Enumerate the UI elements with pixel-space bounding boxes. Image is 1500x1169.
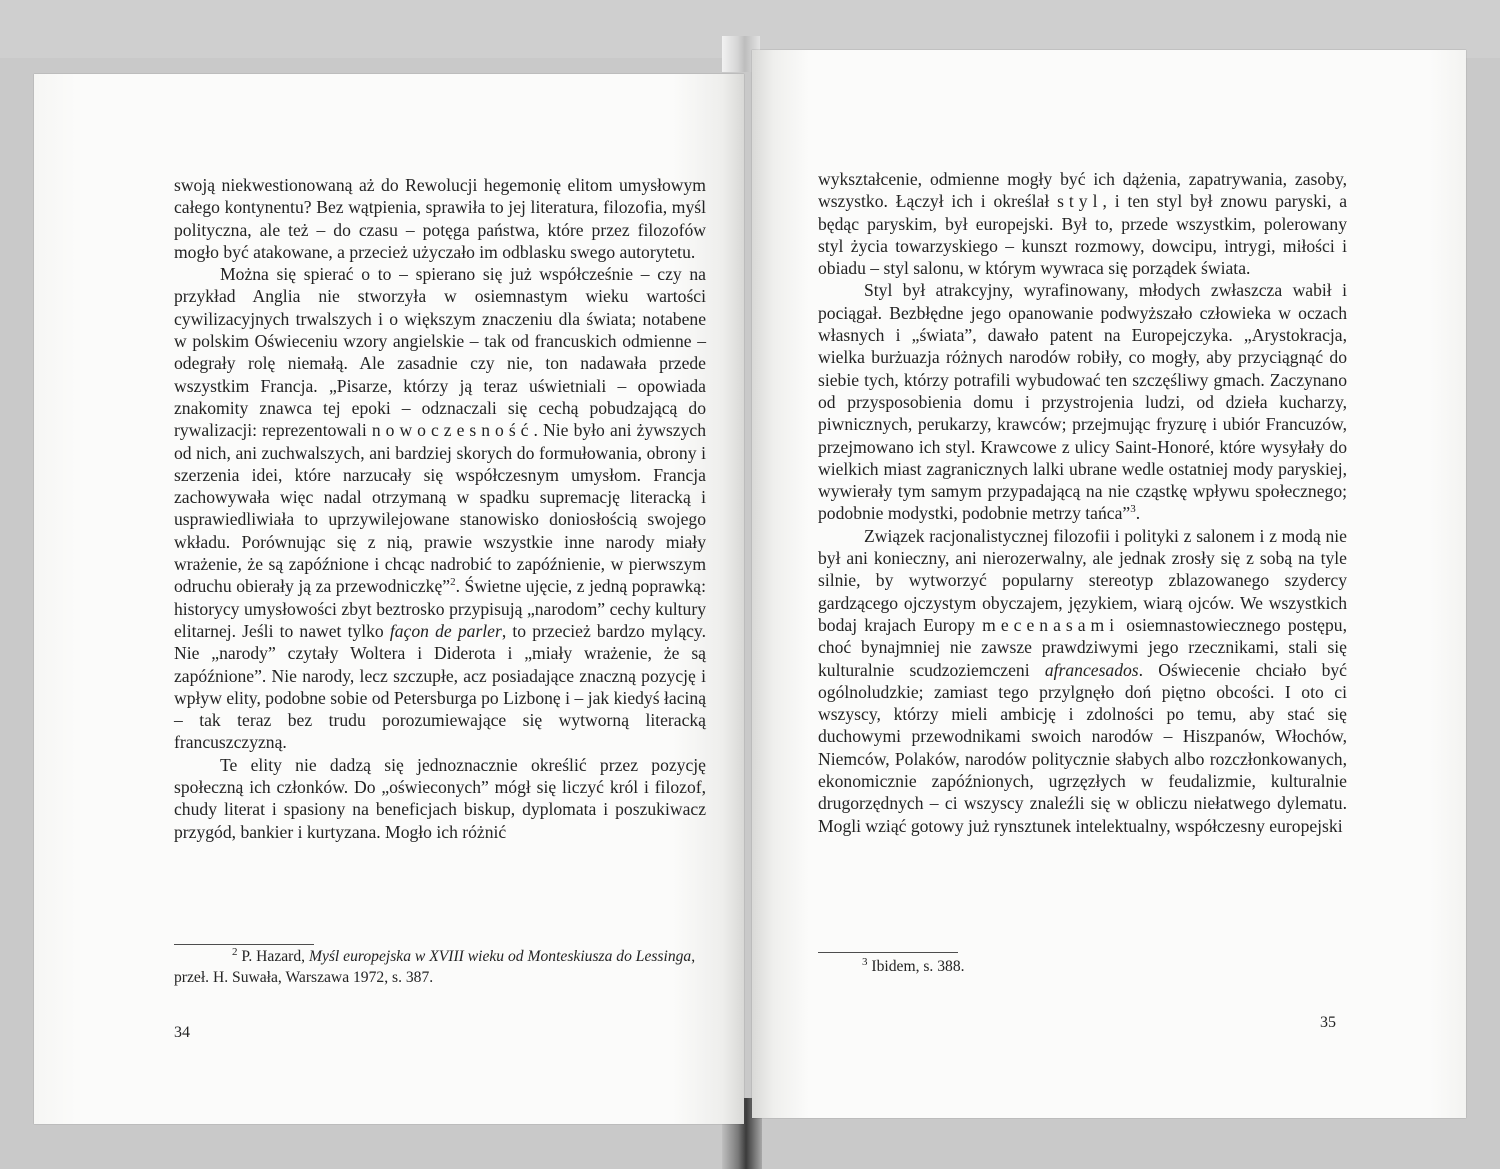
footnote-text-before: Ibidem, s. 388. [867,958,965,975]
text-run: , i ten styl był znowu paryski, a będąc paryskim, był europejski. Był to, przede wszystkim, polerowany styl życia towarzyskiego – kunszt rozmowy, dowcipu, intrygi, miłości i obiadu – styl salonu, w którym wywraca się porządek świata. [818,191,1347,279]
footnote-number: 3 [862,955,868,968]
paragraph [818,279,1347,524]
footnote-text-before: P. Hazard, [237,948,309,965]
footnote-reference: 3 [1130,503,1136,516]
italic-phrase: afrancesados [1044,659,1139,680]
paragraph [174,754,706,843]
footnote-2 [174,946,709,988]
footnote-rule [174,944,314,945]
paragraph [174,263,706,754]
footnote-number: 2 [232,945,238,958]
page-number: 34 [174,1024,190,1041]
text-run: osiemnastowiecznego postępu, choć bynajmniej nie zawsze prawdziwymi jego rzecznikami, stali się kulturalnie scudzoziemczeni [818,614,1347,680]
text-run: Te elity nie dadzą się jednoznacznie określić przez pozycję społeczną ich członków. Do „oświeconych” mógł się liczyć król i filozof, chudy literat i spasiony na beneficjach biskup, dyplomata i poszukiwacz przygód, bankier i kurtyzana. Mogło ich różnić [174,754,706,842]
text-run: wykształcenie, odmienne mogły być ich dążenia, zapatrywania, zasoby, wszystko. Łączył ich i określał [818,169,1347,212]
page-number: 35 [1320,1014,1336,1031]
text-run: Związek racjonalistycznej filozofii i polityki z salonem i z modą nie był ani konieczny, ani nierozerwalny, ale jednak zrosły się z sobą na tyle silnie, by wytworzyć popularny stereotyp zblazowanego szydercy gardzącego ojczystym obyczajem, językiem, wiarą ojców. We wszystkich bodaj krajach Europy [818,525,1347,635]
text-run: . Nie było ani żywszych od nich, ani zuchwalszych, ani bardziej skorych do formułowania, obrony i szerzenia idei, które narzucały się współczesnym umysłom. Francja zachowywała więc nadal otrzymaną w spadku supremację literacką i usprawiedliwiała to uprzywilejowane stanowisko doniosłością swojego wkładu. Porównując się z nią, prawie wszystkie inne narody miały wrażenie, że są zapóźnione i chcąc nadrobić to zapóźnienie, w pierwszym odruchu obierały ją za przewodniczkę” [174,420,707,597]
paragraph [818,525,1347,837]
italic-phrase: façon de parler [389,620,502,641]
footnote-3 [818,956,1347,977]
left-page-body [174,174,706,843]
right-page [752,50,1466,1118]
footnote-reference: 2 [450,576,456,589]
text-run: Styl był atrakcyjny, wyrafinowany, młodych zwłaszcza wabił i pociągał. Bezbłędne jego opanowanie podwyższało człowieka w oczach własnych i „świata”, dawało patent na Europejczyka. „Arystokracja, wielka burżuazja różnych narodów robiły, co mogły, aby przyciągnąć do siebie tych, którzy potrafili wybudować ten szczęśliwy gmach. Zaczynano od przysposobienia domu i przystrojenia ludzi, od dzieła kucharzy, piwnicznych, perukarzy, krawców; przejmując fryzurę i ubiór Francuzów, przejmowano ich styl. Krawcowe z ulicy Saint-Honoré, które wysyłały do wielkich miast zagranicznych lalki ubrane wedle ostatniej mody paryskiej, wywierały tym samym przypadającą na nie cząstkę wpływu społecznego; podobnie modystki, podobnie metrzy tańca” [818,280,1347,524]
footnote-text-after: , przeł. H. Suwała, Warszawa 1972, s. 387. [174,948,696,986]
paragraph [174,174,706,263]
text-run: . [1135,503,1141,524]
footnote-rule [818,952,958,953]
text-run: , to przecież bardzo mylący. Nie „narody” czytały Woltera i Diderota i „miały wrażenie, że są zapóźnione”. Nie narody, lecz szczupłe, acz posiadające znaczną pozycję i wpływ elity, podobne sobie od Petersburga po Lizbonę i – jak kiedyś łaciną – tak teraz bez trudu porozumiewające się wytworną literacką francuszczyzną. [174,620,706,753]
spaced-emphasis: nowoczesność [371,420,534,441]
text-run: Można się spierać o to – spierano się już współcześnie – czy na przykład Anglia nie stworzyła w osiemnastym wieku wartości cywilizacyjnych trwalszych i o większym znaczeniu dla świata; notabene w polskim Oświeceniu wzory angielskie – tak od francuskich odmienne – odegrały rolę niemałą. Ale zasadnie czy nie, ton nadawała przede wszystkim Francja. „Pisarze, którzy ją teraz uświetniali – opowiada znakomity znawca tej epoki – odznaczali się cechą pobudzającą do rywalizacji: reprezentowali [174,264,706,441]
paragraph [818,168,1347,279]
spaced-emphasis: styl [1057,191,1103,212]
text-run: swoją niekwestionowaną aż do Rewolucji hegemonię elitom umysłowym całego kontynentu? Bez wątpienia, sprawiła to jej literatura, filozofia, myśl polityczna, ale też – do czasu – potęga państwa, które przez filozofów mogło być atakowane, a przecież użyczało im odblasku swego autorytetu. [174,175,706,262]
text-run: . Świetne ujęcie, z jedną poprawką: historycy umysłowości zbyt beztrosko przypisują „narodom” cechy kultury elitarnej. Jeśli to nawet tylko [174,576,707,641]
right-page-body [818,168,1347,837]
text-run: . Oświecenie chciało być ogólnoludzkie; zamiast tego przylgnęło doń piętno obcości. I oto ci wszyscy, którzy mieli ambicję i zdolności po temu, aby stać się duchowymi przewodnikami swoich narodów – Hiszpanów, Włochów, Niemców, Polaków, narodów politycznie słabych albo rozczłonkowanych, ekonomicznie zapóźnionych, ugrzęzłych w feudalizmie, kulturalnie drugorzędnych – ci wszyscy znaleźli się w obliczu niełatwego dylematu. Mogli wziąć gotowy już rynsztunek intelektualny, współczesny europejski [818,659,1347,836]
spaced-emphasis: mecenasami [982,614,1120,635]
footnote-book-title: Myśl europejska w XVIII wieku od Monteskiusza do Lessinga [308,948,692,965]
left-page [34,74,744,1124]
